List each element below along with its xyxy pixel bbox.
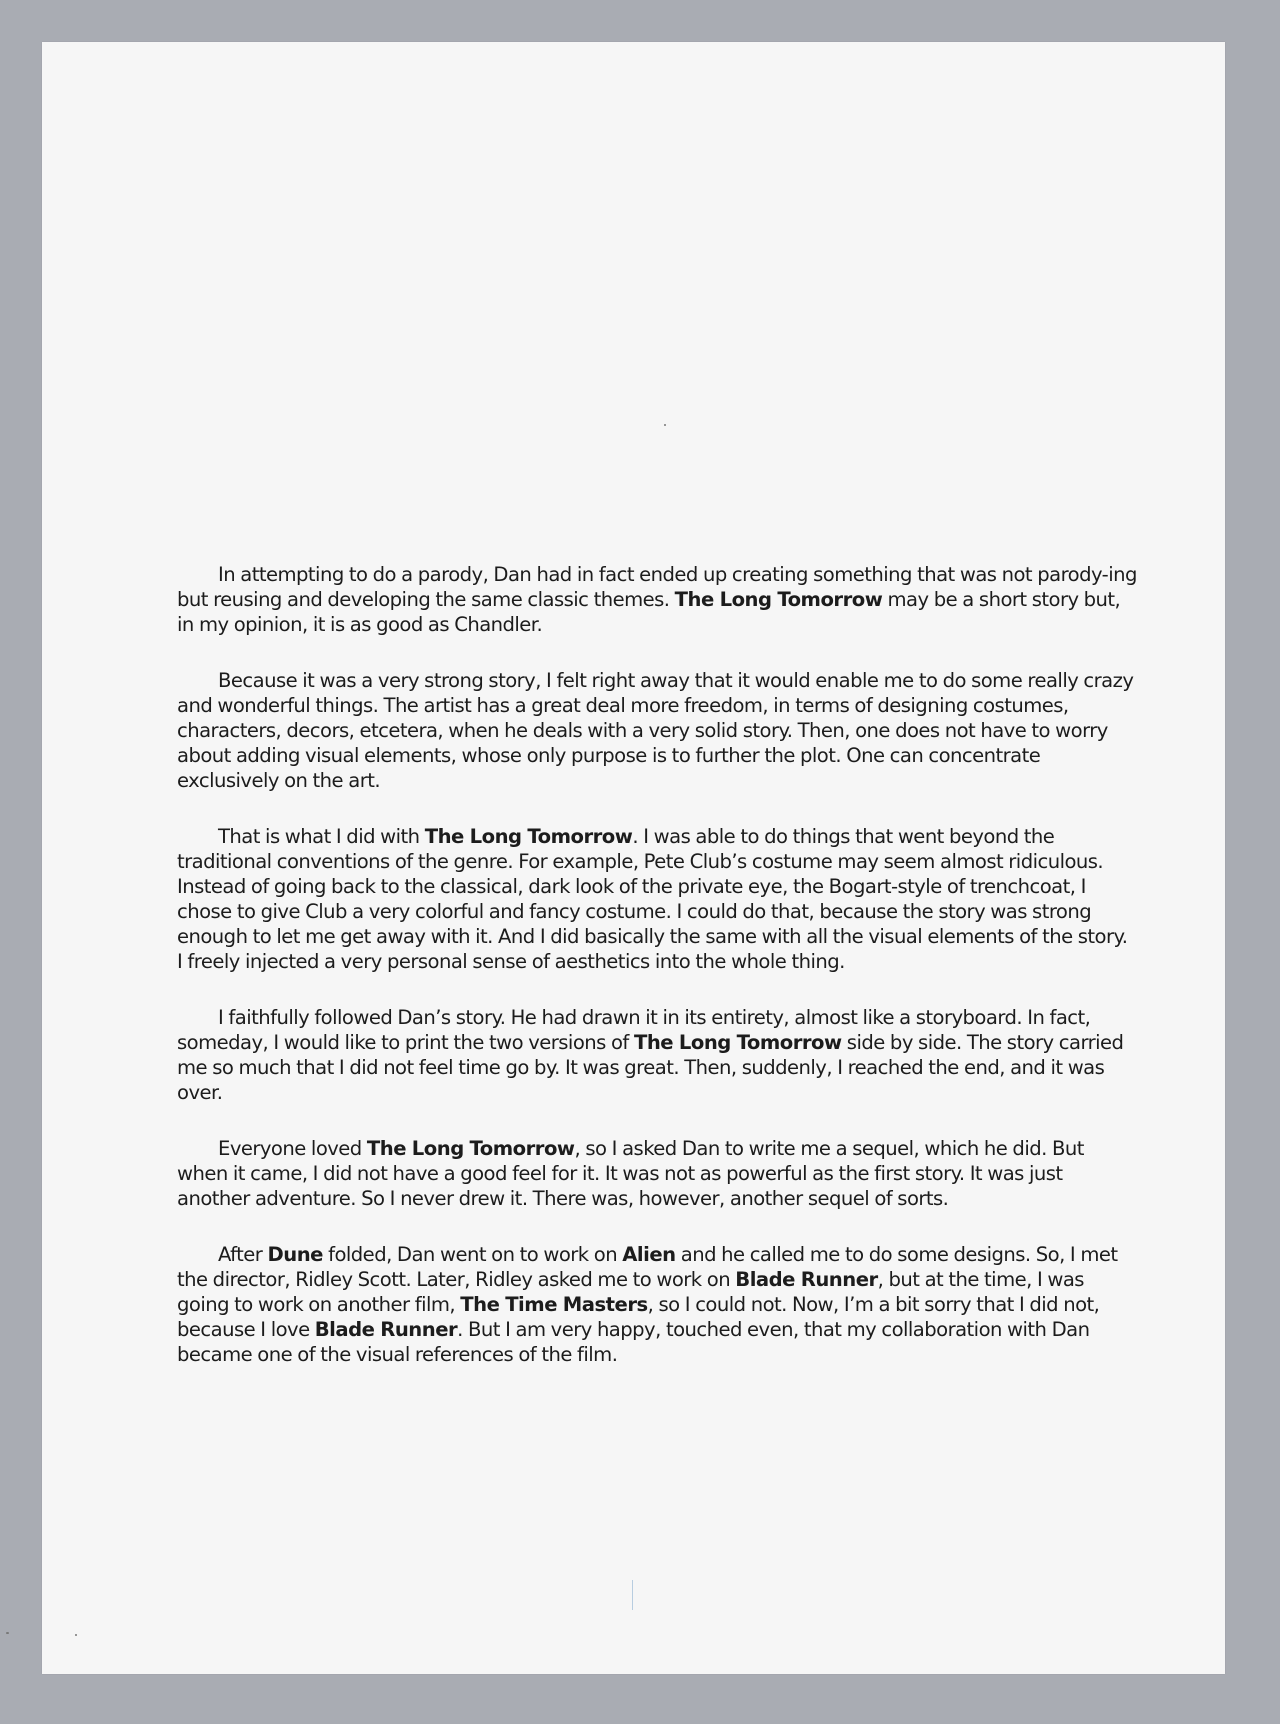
film-title: Alien: [622, 1243, 676, 1266]
film-title: Blade Runner: [314, 1318, 458, 1341]
text-run: Everyone loved: [218, 1137, 367, 1160]
text-run: , but at the time, I was going to work on another film,: [177, 1268, 1084, 1316]
paragraph: [177, 1242, 1137, 1367]
text-run: folded, Dan went on to work on: [322, 1243, 623, 1266]
article-body: [177, 562, 1137, 1398]
paper-speck: [75, 1634, 77, 1636]
page-sheet: [42, 42, 1225, 1674]
text-run: . But I am very happy, touched even, that my collaboration with Dan became one of the visual references of the film.: [177, 1318, 1090, 1366]
paragraph: [177, 1136, 1137, 1211]
book-title: The Long Tomorrow: [366, 1137, 575, 1160]
text-run: may be a short story but, in my opinion, it is as good as Chandler.: [177, 588, 1121, 636]
film-title: The Time Masters: [460, 1293, 648, 1316]
book-title: The Long Tomorrow: [674, 588, 883, 611]
paragraph: [177, 668, 1137, 793]
text-run: Because it was a very strong story, I felt right away that it would enable me to do some really crazy and wonderful things. The artist has a great deal more freedom, in terms of designing costumes, characters, decors, etcetera, when he deals with a very solid story. Then, one does not have to worry about adding visual elements, whose only purpose is to further the plot. One can concentrate exclusively on the art.: [177, 669, 1134, 792]
text-run: , so I could not. Now, I’m a bit sorry that I did not, because I love: [177, 1293, 1100, 1341]
paper-speck: [664, 424, 666, 426]
text-run: That is what I did with: [218, 825, 425, 848]
text-run: I faithfully followed Dan’s story. He had drawn it in its entirety, almost like a storyboard. In fact, someday, I would like to print the two versions of: [177, 1006, 1091, 1054]
text-run: In attempting to do a parody, Dan had in fact ended up creating something that was not parody-ing but reusing and developing the same classic themes.: [177, 563, 1137, 611]
paragraph: [177, 1005, 1137, 1105]
paragraph: [177, 562, 1137, 637]
paragraph: [177, 824, 1137, 974]
text-run: , so I asked Dan to write me a sequel, which he did. But when it came, I did not have a good feel for it. It was not as powerful as the first story. It was just another adventure. So I never drew it. There was, however, another sequel of sorts.: [177, 1137, 1084, 1210]
film-title: Dune: [267, 1243, 323, 1266]
text-run: After: [218, 1243, 268, 1266]
text-run: . I was able to do things that went beyond the traditional conventions of the genre. For example, Pete Club’s costume may seem almost ridiculous. Instead of going back to the classical, dark look of the private eye, the Bogart-style of trenchcoat, I chose to give Club a very colorful and fancy costume. I could do that, because the story was strong enough to let me get away with it. And I did basically the same with all the visual elements of the story. I freely injected a very personal sense of aesthetics into the whole thing.: [177, 825, 1128, 973]
book-title: The Long Tomorrow: [633, 1031, 842, 1054]
text-run: and he called me to do some designs. So, I met the director, Ridley Scott. Later, Ridley asked me to work on: [177, 1243, 1118, 1291]
film-title: Blade Runner: [735, 1268, 878, 1291]
text-run: side by side. The story carried me so much that I did not feel time go by. It was great. Then, suddenly, I reached the end, and it was over.: [177, 1031, 1124, 1104]
paper-mark: [632, 1580, 633, 1610]
book-title: The Long Tomorrow: [424, 825, 633, 848]
paper-speck: [6, 1632, 9, 1634]
